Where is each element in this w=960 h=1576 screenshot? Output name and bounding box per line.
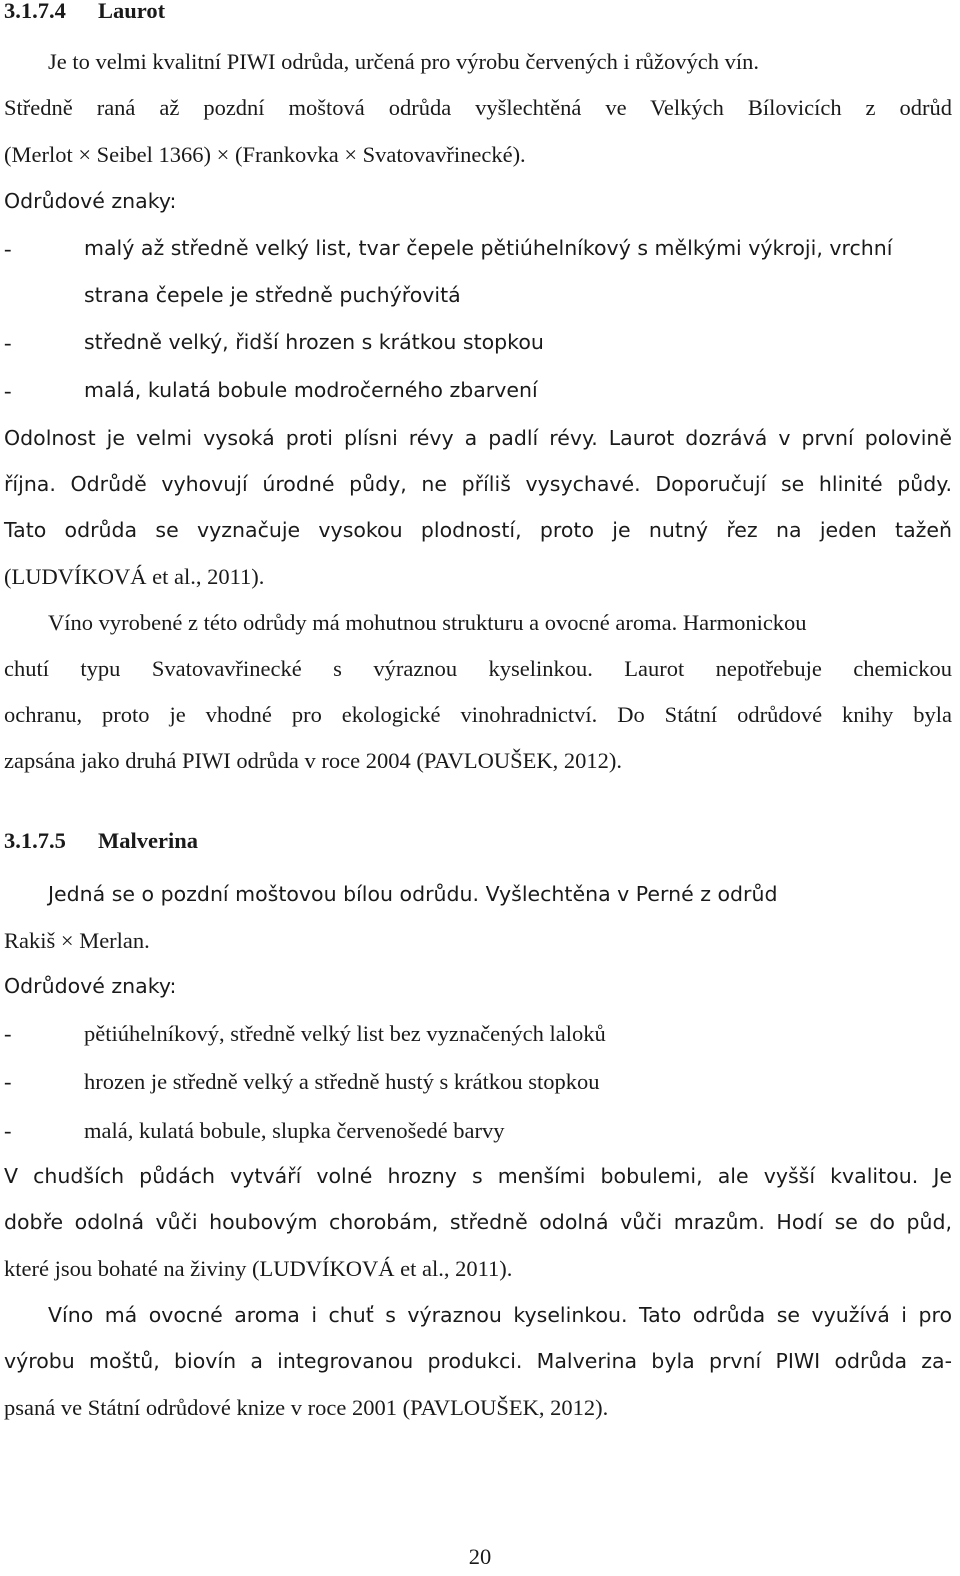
paragraph-line: psaná ve Státní odrůdové knize v roce 2001 (PAVLOUŠEK, 2012). xyxy=(4,1395,609,1420)
list-item: středně velký, řidší hrozen s krátkou stopkou xyxy=(84,330,544,354)
paragraph-line: (Merlot × Seibel 1366) × (Frankovka × Svatovavřinecké). xyxy=(4,142,526,167)
section-number: 3.1.7.4 xyxy=(4,0,66,23)
paragraph-line: Je to velmi kvalitní PIWI odrůda, určená pro výrobu červených i růžových vín. xyxy=(48,49,760,74)
section-heading-laurot xyxy=(4,0,165,23)
paragraph-line: října. Odrůdě vyhovují úrodné půdy, ne příliš vysychavé. Doporučují se hlinité půdy. xyxy=(4,472,952,496)
paragraph-line: Rakiš × Merlan. xyxy=(4,928,150,953)
traits-label: Odrůdové znaky: xyxy=(4,974,177,998)
paragraph-line: ochranu, proto je vhodné pro ekologické vinohradnictví. Do Státní odrůdové knihy byla xyxy=(4,702,952,727)
list-item: pětiúhelníkový, středně velký list bez vyznačených laloků xyxy=(84,1021,606,1046)
paragraph-line: které jsou bohaté na živiny (LUDVÍKOVÁ et al., 2011). xyxy=(4,1256,513,1281)
paragraph-line: V chudších půdách vytváří volné hrozny s menšími bobulemi, ale vyšší kvalitou. Je xyxy=(4,1164,952,1188)
paragraph-line: dobře odolná vůči houbovým chorobám, středně odolná vůči mrazům. Hodí se do půd, xyxy=(4,1210,952,1234)
list-item: malá, kulatá bobule, slupka červenošedé barvy xyxy=(84,1118,505,1143)
page-number: 20 xyxy=(468,1544,492,1569)
list-bullet: - xyxy=(4,1069,12,1094)
paragraph-line: Víno má ovocné aroma i chuť s výraznou kyselinkou. Tato odrůda se využívá i pro xyxy=(48,1303,952,1327)
section-title: Malverina xyxy=(98,828,198,853)
paragraph-line: Odolnost je velmi vysoká proti plísni révy a padlí révy. Laurot dozrává v první polovině xyxy=(4,426,952,450)
paragraph-line: zapsána jako druhá PIWI odrůda v roce 2004 (PAVLOUŠEK, 2012). xyxy=(4,748,623,773)
list-item-continuation: strana čepele je středně puchýřovitá xyxy=(84,283,461,307)
paragraph-line: (LUDVÍKOVÁ et al., 2011). xyxy=(4,564,265,589)
paragraph-line: Víno vyrobené z této odrůdy má mohutnou strukturu a ovocné aroma. Harmonickou xyxy=(48,610,807,635)
list-bullet: - xyxy=(4,330,12,355)
paragraph-line: Jedná se o pozdní moštovou bílou odrůdu. Vyšlechtěna v Perné z odrůd xyxy=(48,882,778,906)
traits-label: Odrůdové znaky: xyxy=(4,189,177,213)
list-item: malý až středně velký list, tvar čepele pětiúhelníkový s mělkými výkroji, vrchní xyxy=(84,236,893,260)
section-heading-malverina xyxy=(4,830,198,853)
list-bullet: - xyxy=(4,378,12,403)
list-bullet: - xyxy=(4,236,12,261)
paragraph-line: Středně raná až pozdní moštová odrůda vyšlechtěná ve Velkých Bílovicích z odrůd xyxy=(4,95,952,120)
paragraph-line: výrobu moštů, biovín a integrovanou produkci. Malverina byla první PIWI odrůda za- xyxy=(4,1349,952,1373)
section-title: Laurot xyxy=(98,0,166,23)
list-bullet: - xyxy=(4,1021,12,1046)
list-item: malá, kulatá bobule modročerného zbarvení xyxy=(84,378,538,402)
list-item: hrozen je středně velký a středně hustý s krátkou stopkou xyxy=(84,1069,600,1094)
paragraph-line: chutí typu Svatovavřinecké s výraznou kyselinkou. Laurot nepotřebuje chemickou xyxy=(4,656,952,681)
list-bullet: - xyxy=(4,1118,12,1143)
paragraph-line: Tato odrůda se vyznačuje vysokou plodností, proto je nutný řez na jeden tažeň xyxy=(4,518,952,542)
section-number: 3.1.7.5 xyxy=(4,828,66,853)
